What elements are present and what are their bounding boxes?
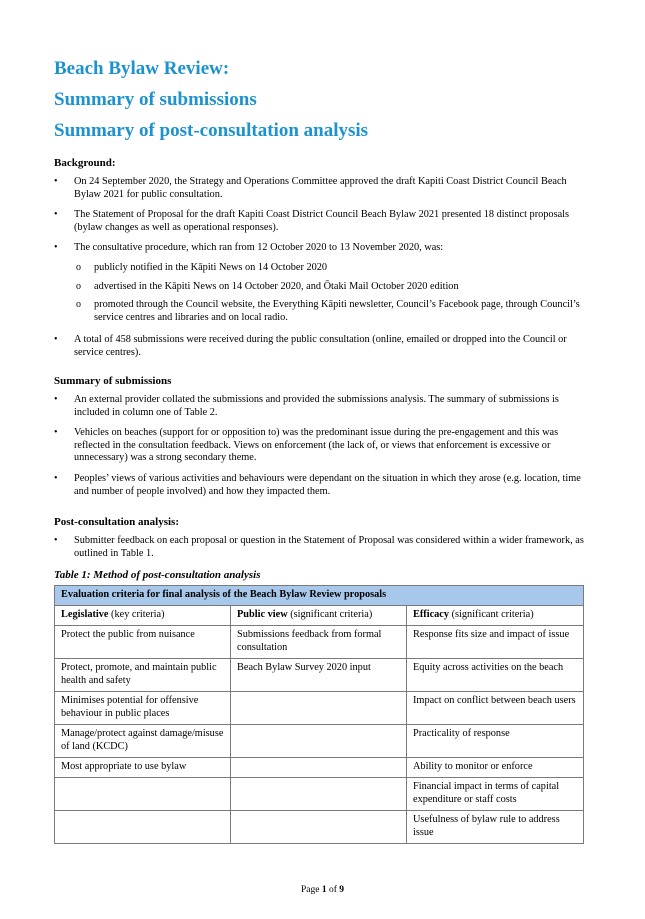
table-cell: Protect, promote, and maintain public health and safety: [55, 659, 231, 692]
sub-bullet-text: promoted through the Council website, the Everything Kāpiti newsletter, Council’s Facebook page, through Council’s service centres and libraries and on local radio.: [94, 299, 580, 323]
table-cell: Equity across activities on the beach: [407, 659, 584, 692]
bullet-text: Peoples’ views of various activities and behaviours were dependant on the situation in which they arose (e.g. location, time and number of people involved) and how they impacted them.: [74, 473, 581, 497]
bullet-icon: •: [54, 535, 58, 546]
footer-of-label: of: [326, 885, 340, 895]
bullet-icon: •: [54, 209, 58, 220]
page-footer: [0, 885, 645, 895]
table-cell: Minimises potential for offensive behaviour in public places: [55, 692, 231, 725]
title-line-3: Summary of post-consultation analysis: [54, 120, 369, 141]
table-cell: Beach Bylaw Survey 2020 input: [231, 659, 407, 692]
table-row: [55, 659, 584, 692]
sub-bullet-text: publicly notified in the Kāpiti News on 14 October 2020: [94, 262, 328, 273]
table-row: [55, 758, 584, 778]
bullet-text: The consultative procedure, which ran from 12 October 2020 to 13 November 2020, was:: [74, 242, 444, 253]
circle-bullet-icon: o: [76, 299, 81, 310]
background-heading: Background:: [54, 157, 116, 169]
table-cell: [231, 758, 407, 778]
table-cell: [231, 725, 407, 758]
footer-page-number: 1: [321, 885, 327, 895]
bullet-icon: •: [54, 242, 58, 253]
table-cell: Ability to monitor or enforce: [407, 758, 584, 778]
table-row: [55, 778, 584, 811]
bullet-icon: •: [54, 394, 58, 405]
column-header-legislative: Legislative (key criteria): [55, 606, 231, 626]
title-line-2: Summary of submissions: [54, 89, 257, 110]
table-cell: Manage/protect against damage/misuse of land (KCDC): [55, 725, 231, 758]
table-cell: Usefulness of bylaw rule to address issue: [407, 811, 584, 844]
bullet-text: Submitter feedback on each proposal or question in the Statement of Proposal was considered within a wider framework, as outlined in Table 1.: [74, 535, 584, 559]
summary-heading: Summary of submissions: [54, 375, 172, 387]
table-band-header: Evaluation criteria for final analysis of the Beach Bylaw Review proposals: [55, 586, 584, 606]
table-caption: Table 1: Method of post-consultation analysis: [54, 569, 261, 581]
table-cell: Financial impact in terms of capital expenditure or staff costs: [407, 778, 584, 811]
table-cell: [55, 811, 231, 844]
criteria-table: [54, 585, 584, 844]
bullet-icon: •: [54, 473, 58, 484]
bullet-icon: •: [54, 334, 58, 345]
table-cell: [231, 692, 407, 725]
circle-bullet-icon: o: [76, 281, 81, 292]
bullet-text: Vehicles on beaches (support for or opposition to) was the predominant issue during the pre-engagement and this was reflected in the consultation feedback. Views on enforcement (the lack of, or views that enforcement is excessive or unnecessary) was a strong secondary theme.: [74, 427, 559, 463]
title-line-1: Beach Bylaw Review:: [54, 58, 230, 79]
bullet-icon: •: [54, 427, 58, 438]
column-header-public-view: Public view (significant criteria): [231, 606, 407, 626]
table-row: [55, 626, 584, 659]
table-cell: [231, 811, 407, 844]
table-cell: Response fits size and impact of issue: [407, 626, 584, 659]
table-cell: Submissions feedback from formal consultation: [231, 626, 407, 659]
table-cell: Impact on conflict between beach users: [407, 692, 584, 725]
bullet-text: On 24 September 2020, the Strategy and Operations Committee approved the draft Kapiti Coast District Council Beach Bylaw 2021 for public consultation.: [74, 176, 567, 200]
footer-page-total: 9: [339, 885, 344, 895]
table-cell: Protect the public from nuisance: [55, 626, 231, 659]
table-cell: Practicality of response: [407, 725, 584, 758]
circle-bullet-icon: o: [76, 262, 81, 273]
bullet-text: An external provider collated the submissions and provided the submissions analysis. The summary of submissions is included in column one of Table 2.: [74, 394, 559, 418]
bullet-text: A total of 458 submissions were received during the public consultation (online, emailed or dropped into the Council or service centres).: [74, 334, 567, 358]
table-cell: [231, 778, 407, 811]
bullet-text: The Statement of Proposal for the draft Kapiti Coast District Council Beach Bylaw 2021 presented 18 distinct proposals (bylaw changes as well as operational responses).: [74, 209, 570, 233]
table-cell: [55, 778, 231, 811]
table-row: [55, 692, 584, 725]
column-header-efficacy: Efficacy (significant criteria): [407, 606, 584, 626]
post-analysis-heading: Post-consultation analysis:: [54, 516, 179, 528]
footer-page-label: Page: [300, 885, 322, 895]
table-row: [55, 811, 584, 844]
table-cell: Most appropriate to use bylaw: [55, 758, 231, 778]
sub-bullet-text: advertised in the Kāpiti News on 14 October 2020, and Ōtaki Mail October 2020 edition: [94, 281, 459, 292]
table-row: [55, 725, 584, 758]
bullet-icon: •: [54, 176, 58, 187]
